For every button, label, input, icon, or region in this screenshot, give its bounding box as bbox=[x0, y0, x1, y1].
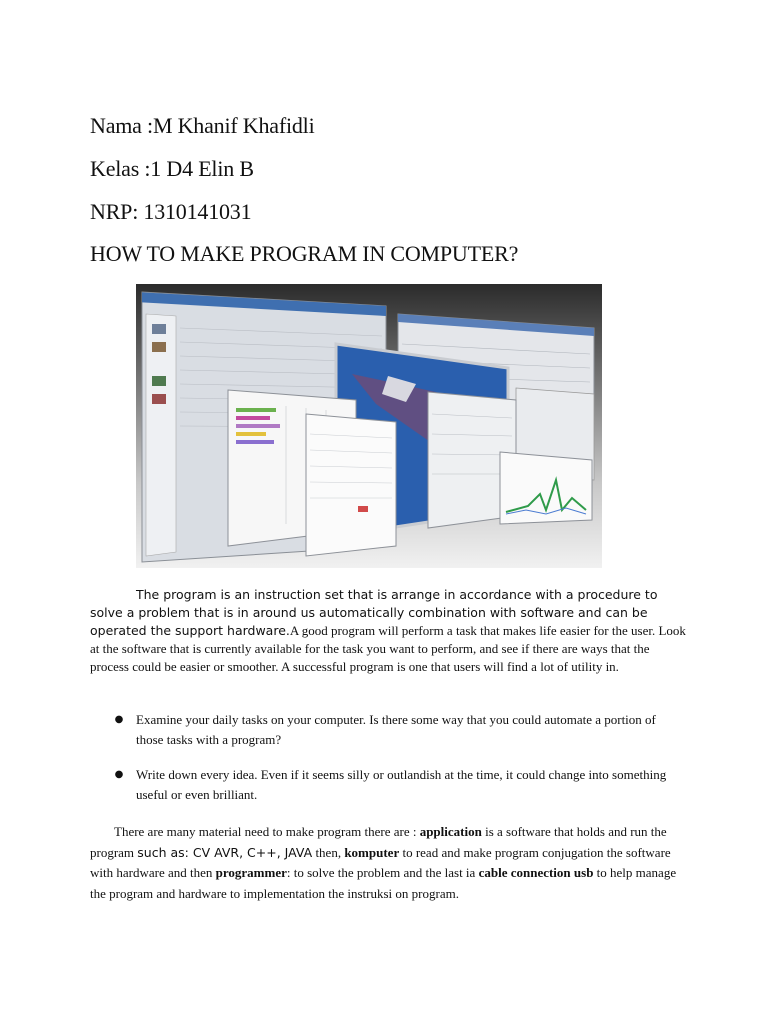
text-run: There are many material need to make program there are : bbox=[114, 824, 420, 839]
student-nrp: NRP: 1310141031 bbox=[90, 199, 252, 224]
software-windows-illustration bbox=[136, 284, 602, 568]
list-item-text: Examine your daily tasks on your computer. Is there some way that you could automate a portion of those tasks with a program? bbox=[136, 712, 656, 747]
bullet-icon: ● bbox=[114, 769, 124, 780]
text-run: is a software that holds and run the program bbox=[90, 824, 667, 860]
text-run-sans: such as: CV AVR, C++, JAVA bbox=[137, 844, 313, 860]
materials-paragraph bbox=[90, 822, 690, 904]
list-item-text: Write down every idea. Even if it seems silly or outlandish at the time, it could change into something useful or even brilliant. bbox=[136, 767, 667, 802]
student-class: Kelas :1 D4 Elin B bbox=[90, 156, 254, 181]
text-run: to help manage the program and hardware to implementation the instruksi on program. bbox=[90, 865, 677, 901]
intro-paragraph-sans-text: The program is an instruction set that is arrange in accordance with a procedure to solve a problem that is in around us automatically combination with software and can be operated the support hardware. bbox=[90, 587, 658, 638]
list-item bbox=[112, 765, 682, 805]
term-komputer: komputer bbox=[344, 844, 400, 860]
intro-paragraph-serif-text: A good program will perform a task that makes life easier for the user. Look at the software that is currently available for the task you want to perform, and see if there are ways that the process could be easier or smoother. A successful program is one that users will find a lot of utility in. bbox=[90, 623, 686, 674]
intro-paragraph bbox=[90, 586, 690, 676]
text-run: : to solve the problem and the last ia bbox=[286, 865, 479, 880]
text-run: to read and make program conjugation the software with hardware and then bbox=[90, 844, 671, 880]
text-run: then, bbox=[312, 844, 345, 860]
student-name: Nama :M Khanif Khafidli bbox=[90, 113, 315, 138]
illustration-graphic bbox=[136, 284, 602, 568]
term-programmer: programmer bbox=[215, 865, 287, 880]
term-application: application bbox=[419, 824, 482, 839]
document-title: HOW TO MAKE PROGRAM IN COMPUTER? bbox=[90, 241, 519, 266]
list-item bbox=[112, 710, 682, 750]
bullet-icon: ● bbox=[114, 714, 124, 725]
tips-list bbox=[112, 710, 682, 820]
term-cable-usb: cable connection usb bbox=[478, 865, 594, 880]
